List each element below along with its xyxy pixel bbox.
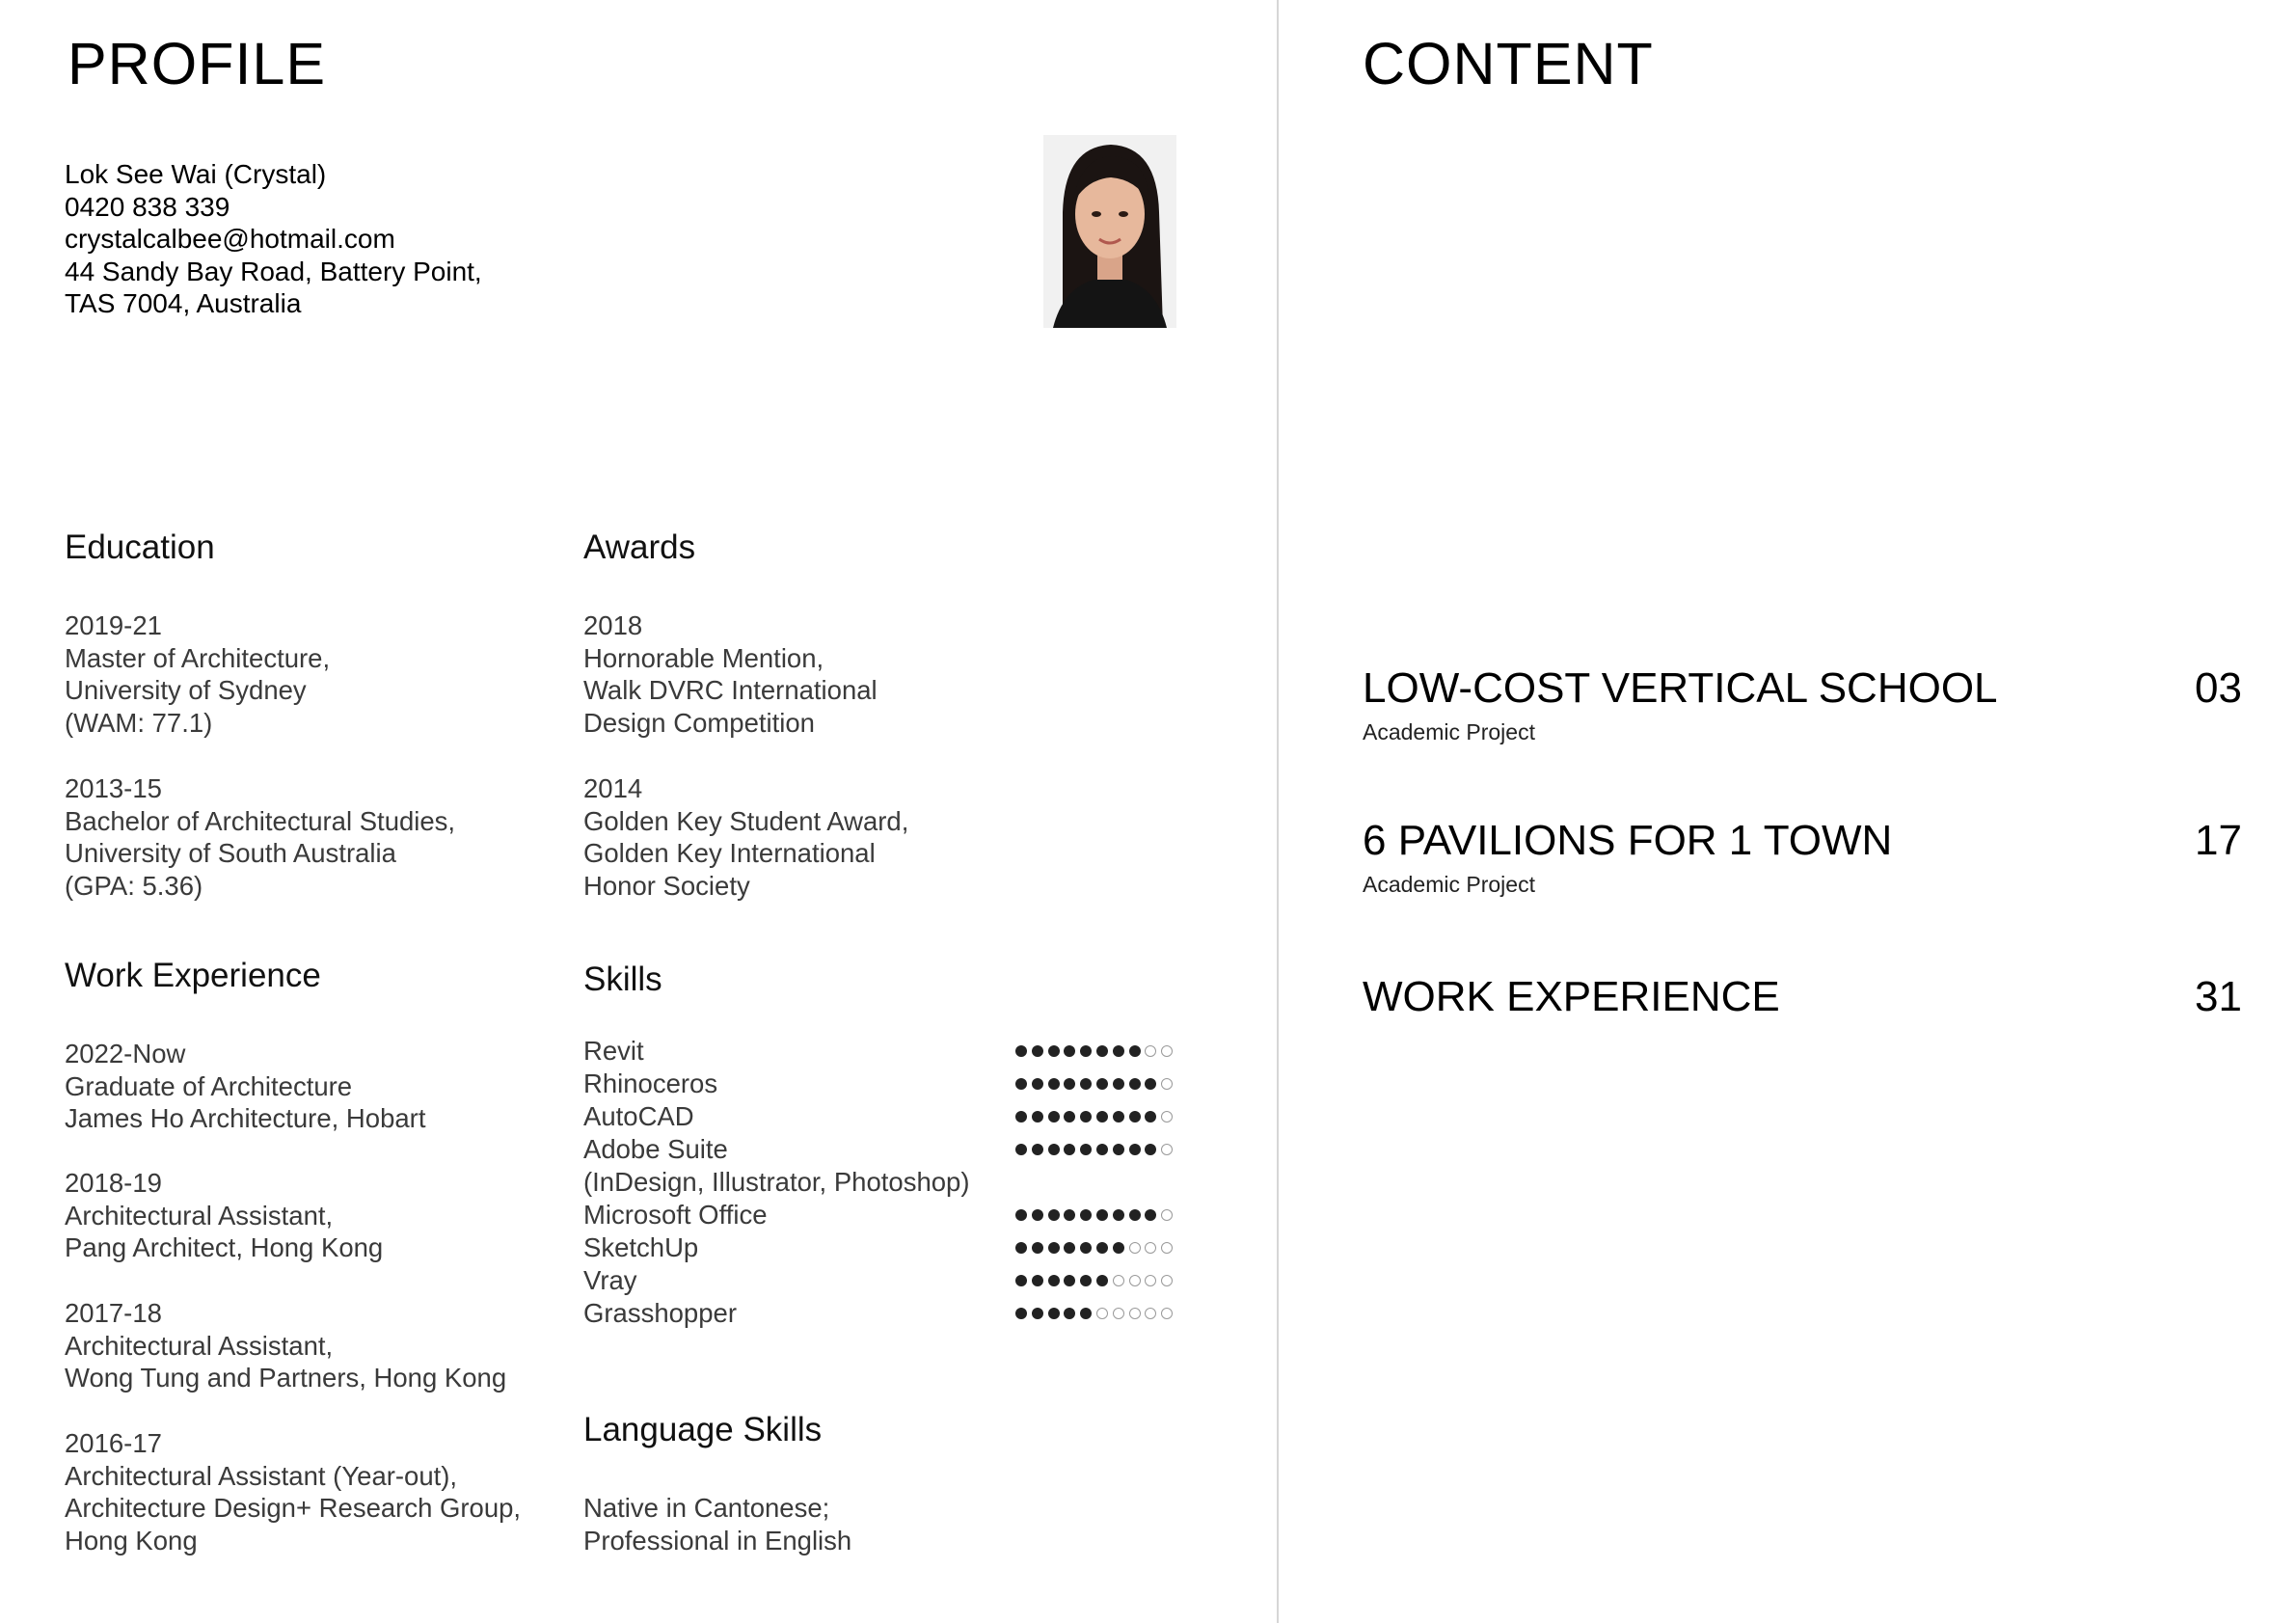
work-entry	[65, 1427, 521, 1556]
award-organizer: Walk DVRC International	[583, 675, 878, 706]
skill-dot-filled	[1032, 1275, 1043, 1286]
skill-dot-filled	[1129, 1045, 1141, 1057]
skill-dot-filled	[1096, 1275, 1108, 1286]
work-company: Pang Architect, Hong Kong	[65, 1232, 384, 1263]
award-name: Hornorable Mention,	[583, 642, 824, 673]
skill-dot-filled	[1015, 1209, 1027, 1221]
award-organizer: Golden Key International	[583, 838, 876, 869]
skill-name: Vray	[583, 1265, 637, 1295]
toc-item-page: 17	[2195, 817, 2242, 864]
award-entry	[583, 772, 908, 902]
skill-name: Revit	[583, 1036, 644, 1066]
skill-dot-filled	[1015, 1242, 1027, 1254]
work-experience-heading: Work Experience	[65, 957, 321, 994]
skill-dot-filled	[1048, 1209, 1060, 1221]
skill-dot-empty	[1113, 1275, 1124, 1286]
page-divider	[1277, 0, 1279, 1623]
education-years: 2019-21	[65, 610, 162, 640]
contact-address-line-2: TAS 7004, Australia	[65, 288, 302, 318]
toc-item-subtitle: Academic Project	[1363, 719, 1535, 744]
education-grade: (GPA: 5.36)	[65, 870, 203, 901]
toc-item-title: LOW-COST VERTICAL SCHOOL	[1363, 664, 1998, 712]
skill-dot-filled	[1129, 1144, 1141, 1155]
skill-dot-filled	[1113, 1209, 1124, 1221]
skill-dot-filled	[1096, 1242, 1108, 1254]
skill-dot-filled	[1096, 1045, 1108, 1057]
work-role: Architectural Assistant (Year-out),	[65, 1460, 458, 1491]
contact-phone: 0420 838 339	[65, 191, 230, 222]
skill-dot-filled	[1032, 1078, 1043, 1090]
work-years: 2018-19	[65, 1168, 162, 1198]
skill-dot-filled	[1113, 1144, 1124, 1155]
work-role: Architectural Assistant,	[65, 1330, 334, 1361]
skill-row	[583, 1166, 1181, 1199]
award-year: 2014	[583, 773, 643, 803]
skill-dot-filled	[1096, 1078, 1108, 1090]
skill-dot-empty	[1129, 1242, 1141, 1254]
toc-item-title: 6 PAVILIONS FOR 1 TOWN	[1363, 817, 1893, 864]
skill-dot-filled	[1113, 1045, 1124, 1057]
education-heading: Education	[65, 528, 215, 566]
skill-dot-filled	[1015, 1144, 1027, 1155]
skill-dot-filled	[1032, 1111, 1043, 1123]
skill-name: Adobe Suite	[583, 1134, 728, 1164]
work-company: Wong Tung and Partners, Hong Kong	[65, 1363, 507, 1393]
skill-dot-filled	[1032, 1209, 1043, 1221]
toc-item-subtitle: Academic Project	[1363, 872, 1535, 897]
work-entry	[65, 1297, 506, 1394]
skill-name: Rhinoceros	[583, 1068, 718, 1098]
toc-item-page: 03	[2195, 664, 2242, 712]
work-company: James Ho Architecture, Hobart	[65, 1103, 426, 1134]
skill-dot-filled	[1048, 1144, 1060, 1155]
work-company: Architecture Design+ Research Group,	[65, 1493, 522, 1524]
award-organizer-cont: Honor Society	[583, 870, 750, 901]
skill-dot-filled	[1032, 1144, 1043, 1155]
skill-name: Grasshopper	[583, 1298, 737, 1328]
skill-dot-filled	[1048, 1045, 1060, 1057]
work-entry	[65, 1167, 383, 1264]
skill-dot-filled	[1048, 1078, 1060, 1090]
skill-dot-filled	[1129, 1078, 1141, 1090]
language-line: Native in Cantonese;	[583, 1493, 830, 1523]
education-school: University of Sydney	[65, 675, 307, 706]
award-entry	[583, 609, 878, 739]
skill-dot-filled	[1032, 1308, 1043, 1319]
contact-address-line-1: 44 Sandy Bay Road, Battery Point,	[65, 256, 482, 286]
skill-dot-empty	[1113, 1308, 1124, 1319]
skill-dot-filled	[1129, 1111, 1141, 1123]
work-role: Graduate of Architecture	[65, 1070, 353, 1101]
work-entry	[65, 1038, 425, 1135]
skill-dot-filled	[1032, 1242, 1043, 1254]
skill-dot-filled	[1015, 1111, 1027, 1123]
skill-dot-filled	[1015, 1078, 1027, 1090]
toc-item-page: 31	[2195, 973, 2242, 1020]
skill-dot-filled	[1032, 1045, 1043, 1057]
skill-name: SketchUp	[583, 1232, 699, 1262]
contact-name: Lok See Wai (Crystal)	[65, 159, 327, 189]
language-entry	[583, 1492, 851, 1556]
skill-dot-filled	[1096, 1111, 1108, 1123]
skill-dot-filled	[1048, 1242, 1060, 1254]
language-line: Professional in English	[583, 1525, 852, 1555]
skill-dot-filled	[1113, 1242, 1124, 1254]
work-years: 2016-17	[65, 1428, 162, 1458]
skill-name: AutoCAD	[583, 1101, 694, 1131]
profile-photo	[1043, 135, 1176, 328]
profile-title: PROFILE	[68, 31, 327, 96]
language-skills-heading: Language Skills	[583, 1411, 823, 1448]
skill-name: (InDesign, Illustrator, Photoshop)	[583, 1167, 970, 1197]
contact-email: crystalcalbee@hotmail.com	[65, 224, 395, 254]
skill-dot-filled	[1129, 1209, 1141, 1221]
work-years: 2022-Now	[65, 1039, 186, 1068]
education-entry	[65, 772, 455, 902]
education-degree: Bachelor of Architectural Studies,	[65, 805, 456, 836]
education-degree: Master of Architecture,	[65, 642, 331, 673]
skill-dot-filled	[1113, 1078, 1124, 1090]
awards-heading: Awards	[583, 528, 696, 566]
skill-dot-empty	[1096, 1308, 1108, 1319]
content-title: CONTENT	[1363, 31, 1654, 96]
skills-heading: Skills	[583, 960, 662, 998]
skill-name: Microsoft Office	[583, 1200, 768, 1230]
award-name: Golden Key Student Award,	[583, 805, 909, 836]
skill-dot-filled	[1048, 1275, 1060, 1286]
education-school: University of South Australia	[65, 838, 396, 869]
skill-dot-filled	[1015, 1308, 1027, 1319]
education-entry	[65, 609, 330, 739]
skill-dot-filled	[1015, 1275, 1027, 1286]
skill-dot-filled	[1048, 1308, 1060, 1319]
skill-dot-filled	[1096, 1209, 1108, 1221]
work-role: Architectural Assistant,	[65, 1200, 334, 1231]
toc-item-title: WORK EXPERIENCE	[1363, 973, 1780, 1020]
contact-block	[65, 158, 482, 320]
award-year: 2018	[583, 610, 643, 640]
award-organizer-cont: Design Competition	[583, 707, 815, 738]
work-years: 2017-18	[65, 1298, 162, 1328]
education-years: 2013-15	[65, 773, 162, 803]
skill-dot-empty	[1129, 1275, 1141, 1286]
skill-dot-filled	[1048, 1111, 1060, 1123]
skill-dot-filled	[1113, 1111, 1124, 1123]
skill-dot-filled	[1096, 1144, 1108, 1155]
work-location: Hong Kong	[65, 1525, 198, 1555]
skill-dot-filled	[1015, 1045, 1027, 1057]
skill-dot-empty	[1129, 1308, 1141, 1319]
education-grade: (WAM: 77.1)	[65, 707, 213, 738]
